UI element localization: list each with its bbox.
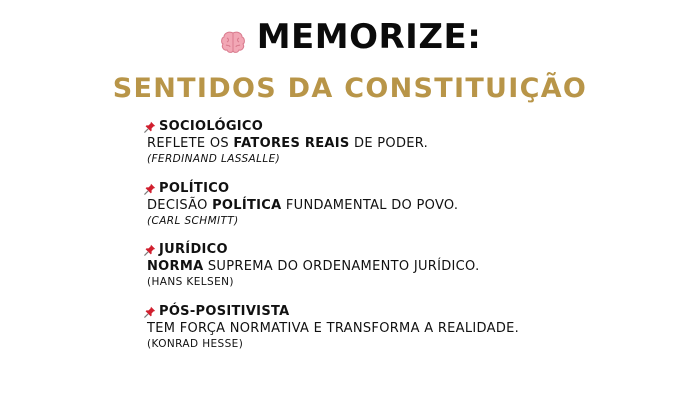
title-row bbox=[219, 14, 482, 60]
sense-item bbox=[144, 304, 664, 366]
sense-description-part: SUPREMA DO ORDENAMENTO JURÍDICO. bbox=[203, 259, 480, 274]
pushpin-icon bbox=[144, 121, 156, 133]
sense-label: POLÍTICO bbox=[159, 180, 230, 196]
pushpin-icon bbox=[144, 244, 156, 256]
sense-description bbox=[147, 197, 664, 214]
sense-description bbox=[147, 135, 664, 152]
sense-description-part: POLÍTICA bbox=[212, 197, 282, 213]
sense-author: (KONRAD HESSE) bbox=[147, 337, 244, 350]
sense-description-part: NORMA bbox=[147, 259, 204, 274]
sense-heading bbox=[144, 181, 664, 197]
sense-description-part: FATORES REAIS bbox=[233, 136, 350, 151]
sense-item bbox=[144, 119, 664, 181]
page-title: MEMORIZE: bbox=[256, 17, 482, 57]
senses-list bbox=[144, 119, 664, 365]
pushpin-icon bbox=[144, 183, 156, 195]
sense-author: (CARL SCHMITT) bbox=[147, 214, 239, 227]
pushpin-icon bbox=[144, 306, 156, 318]
sense-description-part: TEM FORÇA NORMATIVA E TRANSFORMA A REALIDADE. bbox=[147, 320, 520, 336]
sense-description-part: DE PODER. bbox=[349, 136, 429, 151]
sense-heading bbox=[144, 304, 664, 320]
sense-label: SOCIOLÓGICO bbox=[159, 119, 264, 134]
sense-author: (HANS KELSEN) bbox=[147, 276, 234, 288]
sense-label: JURÍDICO bbox=[159, 242, 228, 257]
sense-description-part: FUNDAMENTAL DO POVO. bbox=[281, 197, 459, 213]
page-subtitle: SENTIDOS DA CONSTITUIÇÃO bbox=[112, 73, 588, 104]
sense-item bbox=[144, 242, 664, 304]
sense-description-part: DECISÃO bbox=[147, 197, 213, 213]
sense-item bbox=[144, 181, 664, 243]
sense-heading bbox=[144, 242, 664, 258]
sense-description bbox=[147, 320, 664, 337]
sense-description bbox=[147, 258, 664, 275]
header bbox=[0, 14, 700, 105]
sense-heading bbox=[144, 119, 664, 135]
sense-description-part: REFLETE OS bbox=[147, 136, 234, 151]
brain-icon bbox=[219, 23, 247, 51]
sense-label: PÓS-POSITIVISTA bbox=[159, 303, 290, 319]
sense-author: (FERDINAND LASSALLE) bbox=[147, 153, 281, 165]
